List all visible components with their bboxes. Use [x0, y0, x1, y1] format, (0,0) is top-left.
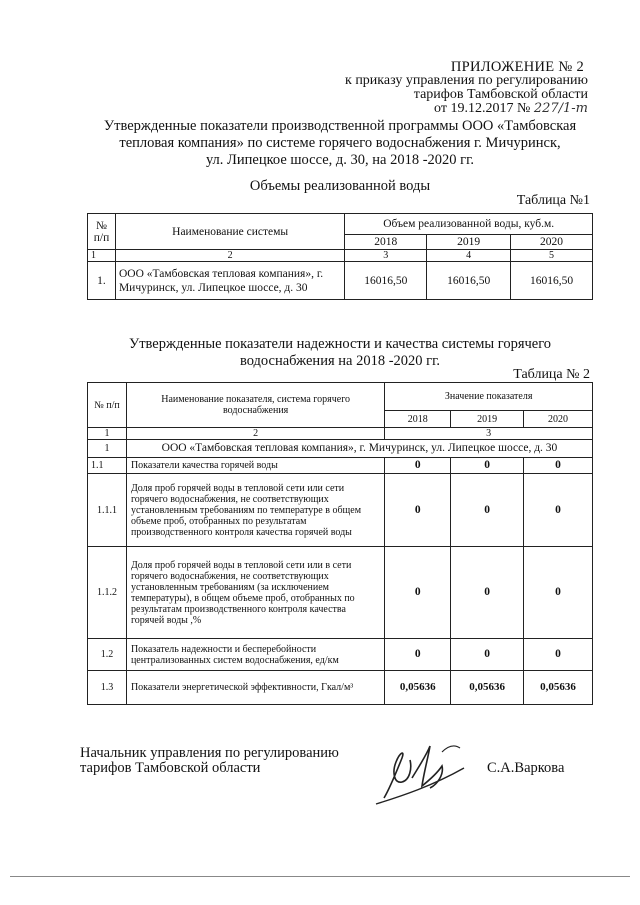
table2-row: [88, 474, 593, 547]
table2-row-value: 0: [385, 547, 451, 639]
table2-index-row: [88, 428, 593, 440]
table1-year: 2020: [511, 235, 593, 250]
table2-title-line-2: водоснабжения на 2018 -2020 гг.: [239, 353, 441, 369]
table1-row-value: 16016,50: [345, 262, 427, 300]
table1-index: 5: [511, 250, 593, 262]
table2-year: 2019: [451, 411, 524, 428]
table2-row-name: Показатели качества горячей воды: [126, 458, 384, 474]
table2-title-line-1: Утвержденные показатели надежности и качества системы горячего: [128, 336, 552, 352]
document-title-line-1: Утвержденные показатели производственной программы ООО «Тамбовская: [103, 118, 577, 134]
table1-index: 1: [88, 250, 116, 262]
table-1: [87, 213, 593, 300]
table2-row-num: 1.2: [88, 639, 127, 671]
table2-row-num: 1.1.2: [88, 547, 127, 639]
order-number-handwritten: 227/1-т: [533, 101, 588, 116]
table2-header-value: Значение показателя: [385, 383, 593, 411]
table1-index: 3: [345, 250, 427, 262]
table2-row-num: 1.1.1: [88, 474, 127, 547]
table2-row-name: Показатели энергетической эффективности, Гкал/м³: [126, 671, 384, 705]
table2-row-value: 0,05636: [524, 671, 593, 705]
signatory-position-line-1: Начальник управления по регулированию: [80, 745, 339, 761]
table1-row-name: ООО «Тамбовская тепловая компания», г. Мичуринск, ул. Липецкое шоссе, д. 30: [115, 262, 344, 300]
table2-row-name: Показатель надежности и бесперебойности централизованных систем водоснабжения, ед/км: [126, 639, 384, 671]
table2-row-value: 0,05636: [385, 671, 451, 705]
table1-label: Таблица №1: [516, 193, 590, 208]
table2-year: 2020: [524, 411, 593, 428]
table2-row-value: 0: [385, 474, 451, 547]
table2-row-value: 0,05636: [451, 671, 524, 705]
scan-edge-line: [10, 876, 630, 877]
table2-index: 3: [385, 428, 593, 440]
table2-row-value: 0: [385, 458, 451, 474]
signatory-position-line-2: тарифов Тамбовской области: [80, 760, 261, 776]
table1-index-row: [88, 250, 593, 262]
table2-row-num: 1.3: [88, 671, 127, 705]
table2-company-num: 1: [88, 440, 127, 458]
table2-label: Таблица № 2: [513, 367, 590, 382]
table1-year: 2019: [427, 235, 511, 250]
document-title: [60, 118, 620, 169]
table2-header-name: Наименование показателя, система горячего водоснабжения: [126, 383, 384, 428]
table2-company-row: [88, 440, 593, 458]
table-2: [87, 382, 593, 705]
order-date: от 19.12.2017 №: [434, 101, 531, 116]
table2-row-value: 0: [524, 458, 593, 474]
document-title-line-2: тепловая компания» по системе горячего водоснабжения г. Мичуринск,: [119, 135, 561, 151]
table2-row-value: 0: [451, 474, 524, 547]
table1-row-num: 1.: [88, 262, 116, 300]
table1-row-value: 16016,50: [511, 262, 593, 300]
table2-row-value: 0: [524, 639, 593, 671]
table2-row-num: 1.1: [88, 458, 127, 474]
appendix-title: ПРИЛОЖЕНИЕ № 2: [450, 59, 584, 75]
table2-header-num: № п/п: [88, 383, 127, 428]
table2-row-value: 0: [524, 474, 593, 547]
table2-title: [60, 336, 620, 370]
table1-index: 2: [115, 250, 344, 262]
table2-row: [88, 547, 593, 639]
table2-index: 2: [126, 428, 384, 440]
table2-row: [88, 639, 593, 671]
table2-row-name: Доля проб горячей воды в тепловой сети или сети горячего водоснабжения, не соответствующих установленным требованиям по температуре в общем объеме проб, отобранных по результатам производственного контроля качества горячей воды: [126, 474, 384, 547]
table2-row-name: Доля проб горячей воды в тепловой сети или в сети горячего водоснабжения, не соответствующих установленным требованиям (за исключением температуры), в общем объеме проб, отобранных по результатам производственного контроля качества горячей воды ,%: [126, 547, 384, 639]
signature-icon: [372, 738, 472, 808]
table2-row: [88, 671, 593, 705]
table1-header-num: № п/п: [88, 214, 116, 250]
appendix-line-2: тарифов Тамбовской области: [413, 87, 588, 102]
table2-row-value: 0: [451, 547, 524, 639]
appendix-line-1: к приказу управления по регулированию: [345, 73, 588, 88]
table1-header-name: Наименование системы: [115, 214, 344, 250]
table2-index: 1: [88, 428, 127, 440]
signatory-name: С.А.Варкова: [487, 760, 565, 776]
table2-row-value: 0: [524, 547, 593, 639]
table1-row-value: 16016,50: [427, 262, 511, 300]
table1-row: [88, 262, 593, 300]
table2-row-value: 0: [451, 639, 524, 671]
appendix-header: [288, 60, 588, 116]
table2-year: 2018: [385, 411, 451, 428]
table2-row: [88, 458, 593, 474]
table2-row-value: 0: [451, 458, 524, 474]
table2-company-name: ООО «Тамбовская тепловая компания», г. Мичуринск, ул. Липецкое шоссе, д. 30: [126, 440, 592, 458]
appendix-date-line: [288, 102, 588, 116]
document-title-line-3: ул. Липецкое шоссе, д. 30, на 2018 -2020 гг.: [205, 152, 475, 168]
table1-index: 4: [427, 250, 511, 262]
table1-header-volume: Объем реализованной воды, куб.м.: [345, 214, 593, 235]
signatory-position: [80, 746, 339, 776]
table2-row-value: 0: [385, 639, 451, 671]
table1-year: 2018: [345, 235, 427, 250]
table1-section-title: Объемы реализованной воды: [249, 178, 431, 194]
